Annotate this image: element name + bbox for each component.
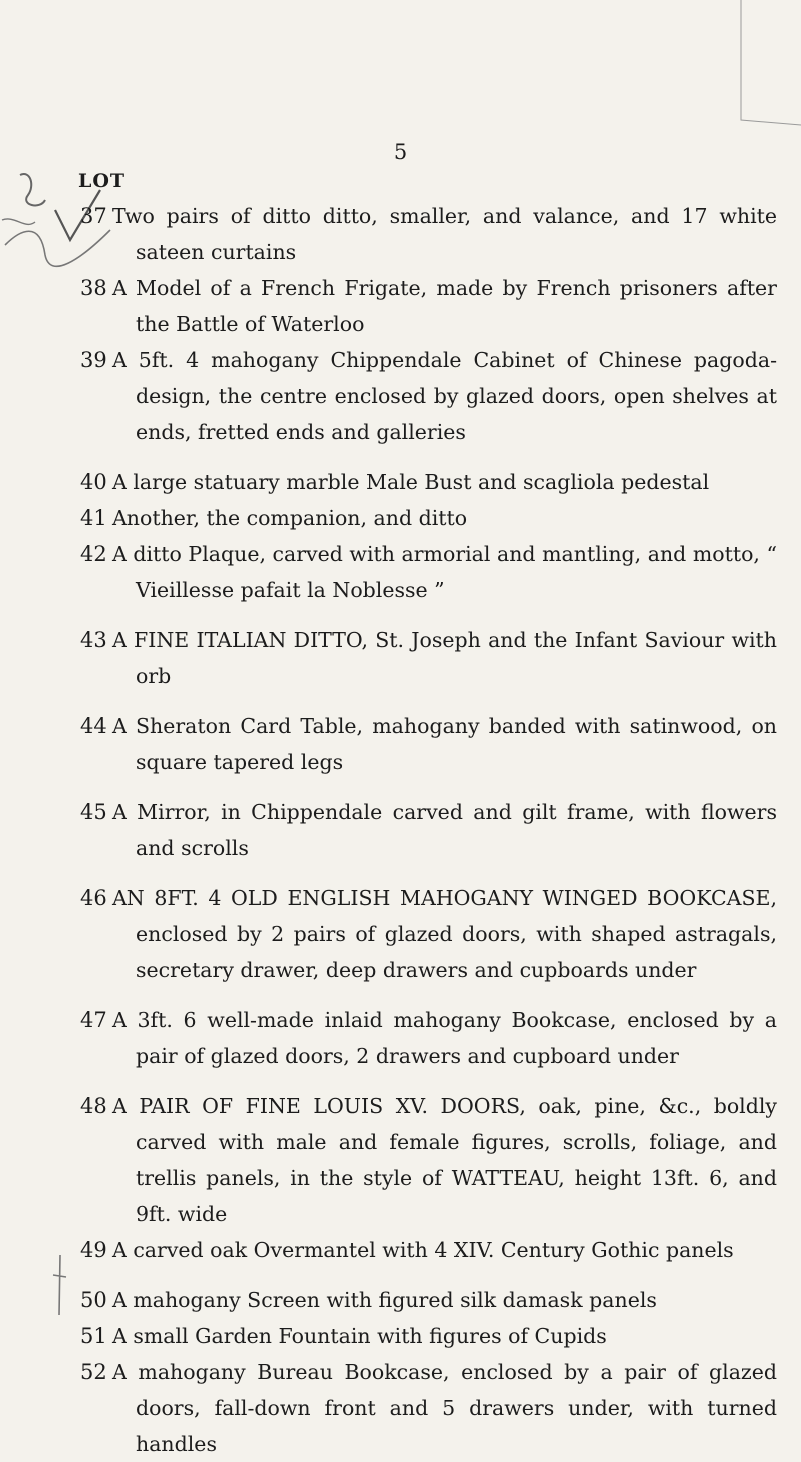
lot-number: 41 bbox=[80, 506, 107, 530]
lot-description: A Sheraton Card Table, mahogany banded with satinwood, on square tapered legs bbox=[112, 714, 777, 774]
lot-number: 51 bbox=[80, 1324, 107, 1348]
lot-description: A Mirror, in Chippendale carved and gilt frame, with flowers and scrolls bbox=[112, 800, 777, 860]
lot-description: A mahogany Bureau Bookcase, enclosed by a pair of glazed doors, fall-down front and 5 drawers under, with turned handles bbox=[112, 1360, 777, 1456]
lot-entry-45 bbox=[0, 794, 801, 866]
lot-entry-38 bbox=[0, 270, 801, 342]
lot-entry-49 bbox=[0, 1232, 801, 1268]
lot-entry-40 bbox=[0, 464, 801, 500]
lot-number: 43 bbox=[80, 628, 107, 652]
lot-entry-43 bbox=[0, 622, 801, 694]
lot-entry-47 bbox=[0, 1002, 801, 1074]
lot-entry-39 bbox=[0, 342, 801, 450]
lot-entry-48 bbox=[0, 1088, 801, 1232]
lot-number: 49 bbox=[80, 1238, 107, 1262]
lot-description: A 5ft. 4 mahogany Chippendale Cabinet of Chinese pagoda-design, the centre enclosed by glazed doors, open shelves at ends, fretted ends and galleries bbox=[112, 348, 777, 444]
lot-number: 52 bbox=[80, 1360, 107, 1384]
lot-entry-51 bbox=[0, 1318, 801, 1354]
lot-description: A FINE ITALIAN DITTO, St. Joseph and the Infant Saviour with orb bbox=[112, 628, 777, 688]
lot-description: A large statuary marble Male Bust and scagliola pedestal bbox=[112, 470, 710, 494]
lot-entry-44 bbox=[0, 708, 801, 780]
lot-description: Another, the companion, and ditto bbox=[112, 506, 468, 530]
page-number: 5 bbox=[393, 140, 408, 164]
lot-number: 42 bbox=[80, 542, 107, 566]
lot-number: 37 bbox=[80, 204, 107, 228]
lot-description: A ditto Plaque, carved with armorial and mantling, and motto, “ Vieillesse pafait la Noblesse ” bbox=[112, 542, 777, 602]
lot-entry-46 bbox=[0, 880, 801, 988]
lot-entry-42 bbox=[0, 536, 801, 608]
lot-entry-50 bbox=[0, 1282, 801, 1318]
lot-number: 44 bbox=[80, 714, 107, 738]
lot-number: 39 bbox=[80, 348, 107, 372]
lot-description: A mahogany Screen with figured silk damask panels bbox=[112, 1288, 657, 1312]
lot-entry-41 bbox=[0, 500, 801, 536]
lot-number: 45 bbox=[80, 800, 107, 824]
lot-column-heading: LOT bbox=[78, 170, 126, 192]
lot-description: A 3ft. 6 well-made inlaid mahogany Bookcase, enclosed by a pair of glazed doors, 2 drawers and cupboard under bbox=[112, 1008, 777, 1068]
lot-description: AN 8FT. 4 OLD ENGLISH MAHOGANY WINGED BOOKCASE, enclosed by 2 pairs of glazed doors, with shaped astragals, secretary drawer, deep drawers and cupboards under bbox=[112, 886, 777, 982]
lot-number: 50 bbox=[80, 1288, 107, 1312]
lot-number: 46 bbox=[80, 886, 107, 910]
lot-list bbox=[0, 198, 801, 1462]
lot-description: A carved oak Overmantel with 4 XIV. Century Gothic panels bbox=[112, 1238, 734, 1262]
lot-entry-52 bbox=[0, 1354, 801, 1462]
lot-number: 40 bbox=[80, 470, 107, 494]
lot-description: A PAIR OF FINE LOUIS XV. DOORS, oak, pine, &c., boldly carved with male and female figures, scrolls, foliage, and trellis panels, in the style of WATTEAU, height 13ft. 6, and 9ft. wide bbox=[112, 1094, 777, 1226]
lot-number: 38 bbox=[80, 276, 107, 300]
corner-fold-mark bbox=[661, 0, 801, 140]
lot-number: 47 bbox=[80, 1008, 107, 1032]
lot-description: A small Garden Fountain with figures of Cupids bbox=[112, 1324, 607, 1348]
lot-description: A Model of a French Frigate, made by French prisoners after the Battle of Waterloo bbox=[112, 276, 777, 336]
lot-entry-37 bbox=[0, 198, 801, 270]
lot-number: 48 bbox=[80, 1094, 107, 1118]
lot-description: Two pairs of ditto ditto, smaller, and valance, and 17 white sateen curtains bbox=[112, 204, 777, 264]
